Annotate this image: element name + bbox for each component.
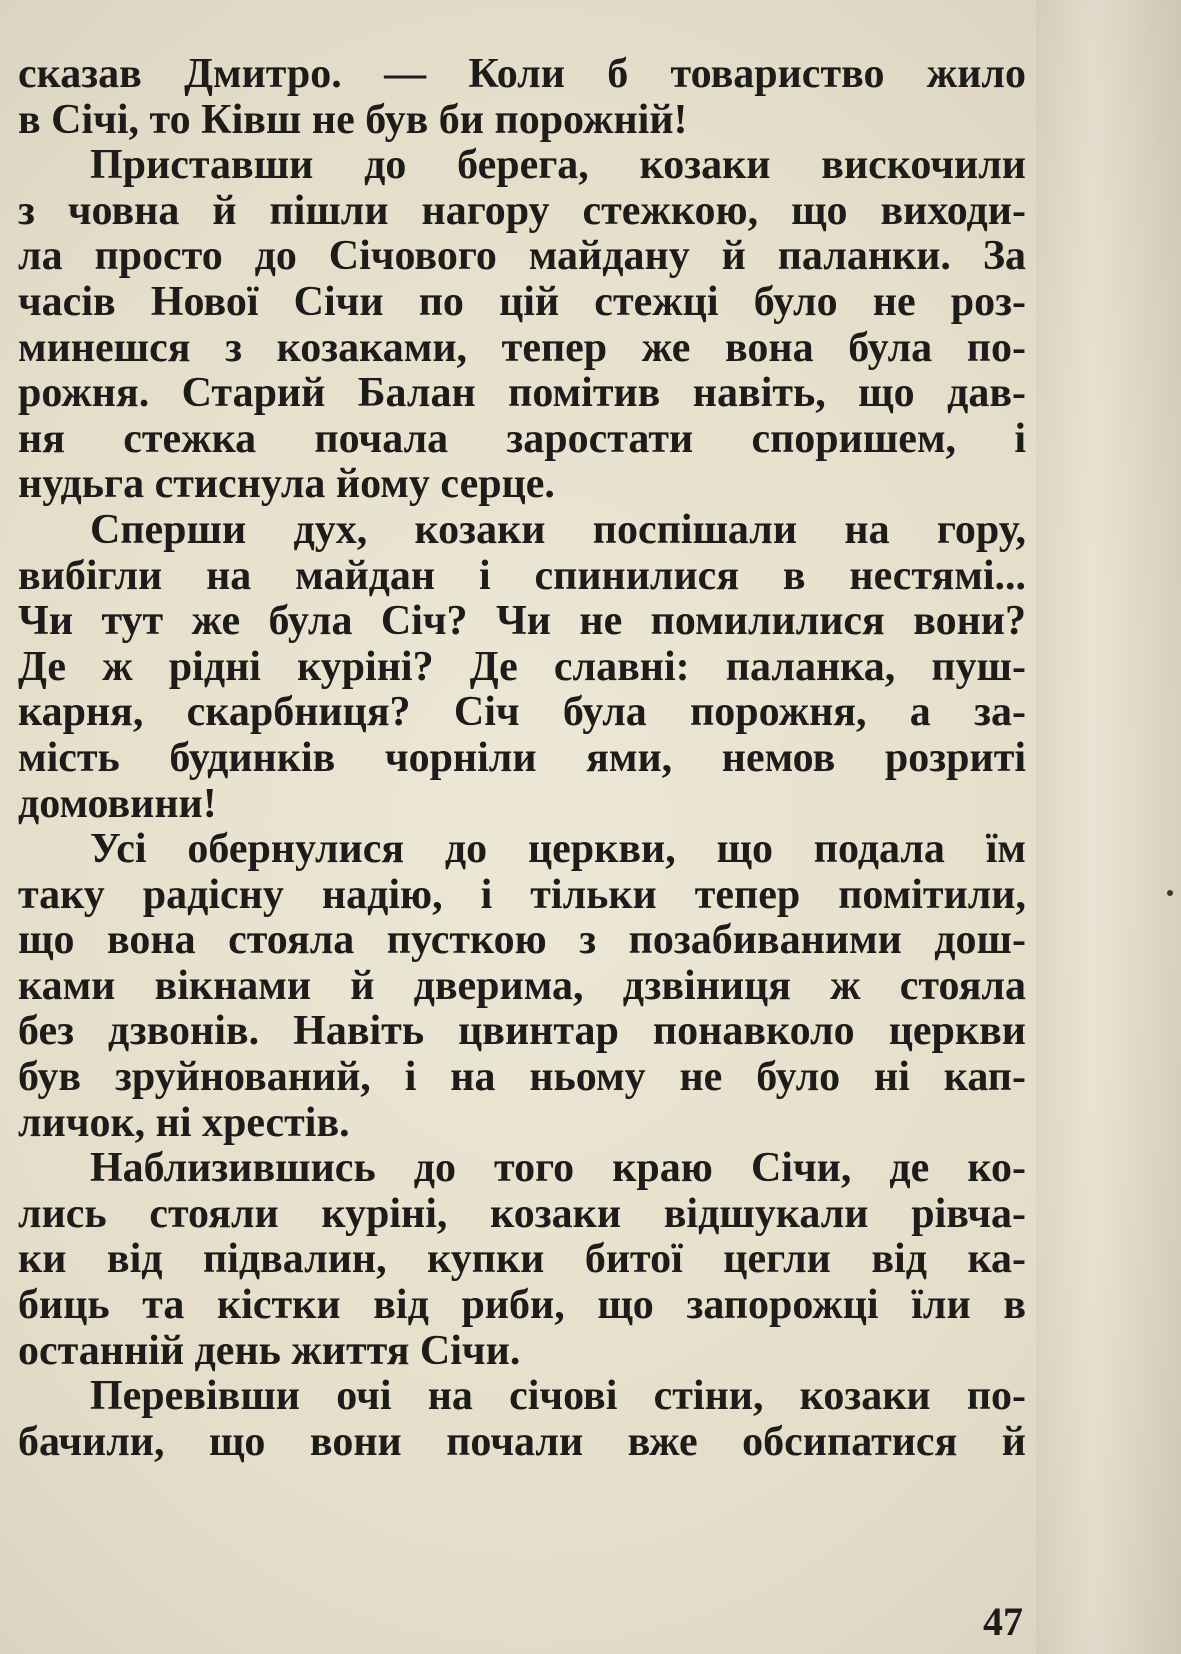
text-line: Сперши дух, козаки поспішали на гору, [90,507,1026,553]
text-line: Усі обернулися до церкви, що подала їм [90,827,1026,873]
text-line: вибігли на майдан і спинилися в нестямі... [18,553,1026,599]
text-line: в Січі, то Ківш не був би порожній! [18,97,688,143]
page-body-text [18,52,1026,1465]
text-line: Наблизившись до того краю Січи, де ко- [90,1146,1026,1192]
text-line: рожня. Старий Балан помітив навіть, що дав- [18,371,1026,417]
text-line: Де ж рідні курінi? Де славні: паланка, пуш- [18,644,1026,690]
text-line: таку радісну надію, і тільки тепер помітили, [18,872,1026,918]
text-line: останній день життя Січи. [18,1328,521,1374]
text-line: карня, скарбниця? Січ була порожня, а за- [18,690,1026,736]
text-line: Чи тут же була Січ? Чи не помилилися вони? [18,599,1026,645]
text-line: ками вікнами й дверима, дзвіниця ж стояла [18,963,1026,1009]
paragraph [18,1146,1026,1374]
text-line: личок, ні хрестів. [18,1100,350,1146]
text-line: Перевівши очі на січові стіни, козаки по- [90,1374,1026,1420]
page-number: 47 [983,1599,1023,1644]
text-line: без дзвонів. Навіть цвинтар понавколо церкви [18,1009,1026,1055]
paragraph [18,52,1026,143]
text-line: биць та кістки від риби, що запорожці їли в [18,1283,1026,1329]
adjacent-page-edge [1036,0,1181,1654]
text-line: минешся з козаками, тепер же вона була по- [18,325,1026,371]
text-line: нудьга стиснула йому серце. [18,462,555,508]
text-line: сказав Дмитро. — Коли б товариство жило [18,52,1026,97]
text-line: бачили, що вони почали вже обсипатися й [18,1419,1026,1465]
text-line: мість будинків чорніли ями, немов розриті [18,735,1026,781]
text-line: домовини! [18,781,217,827]
paragraph [18,1374,1026,1465]
text-line: що вона стояла пусткою з позабиваними дош- [18,918,1026,964]
paragraph [18,143,1026,508]
paragraph [18,827,1026,1146]
text-line: був зруйнований, і на ньому не було ні кап- [18,1055,1026,1101]
text-line: Приставши до берега, козаки вискочили [90,143,1026,189]
paragraph [18,508,1026,827]
text-line: ня стежка почала заростати споришем, і [18,416,1026,462]
text-line: часів Нової Січи по цій стежці було не роз- [18,279,1026,325]
scan-speck [1167,890,1173,896]
text-line: лись стояли курінi, козаки відшукали рівча- [18,1191,1026,1237]
text-line: з човна й пішли нагору стежкою, що виходи- [18,188,1026,234]
text-line: ла просто до Січового майдану й паланки. За [18,234,1026,280]
text-line: ки від підвалин, купки битої цегли від ка- [18,1237,1026,1283]
